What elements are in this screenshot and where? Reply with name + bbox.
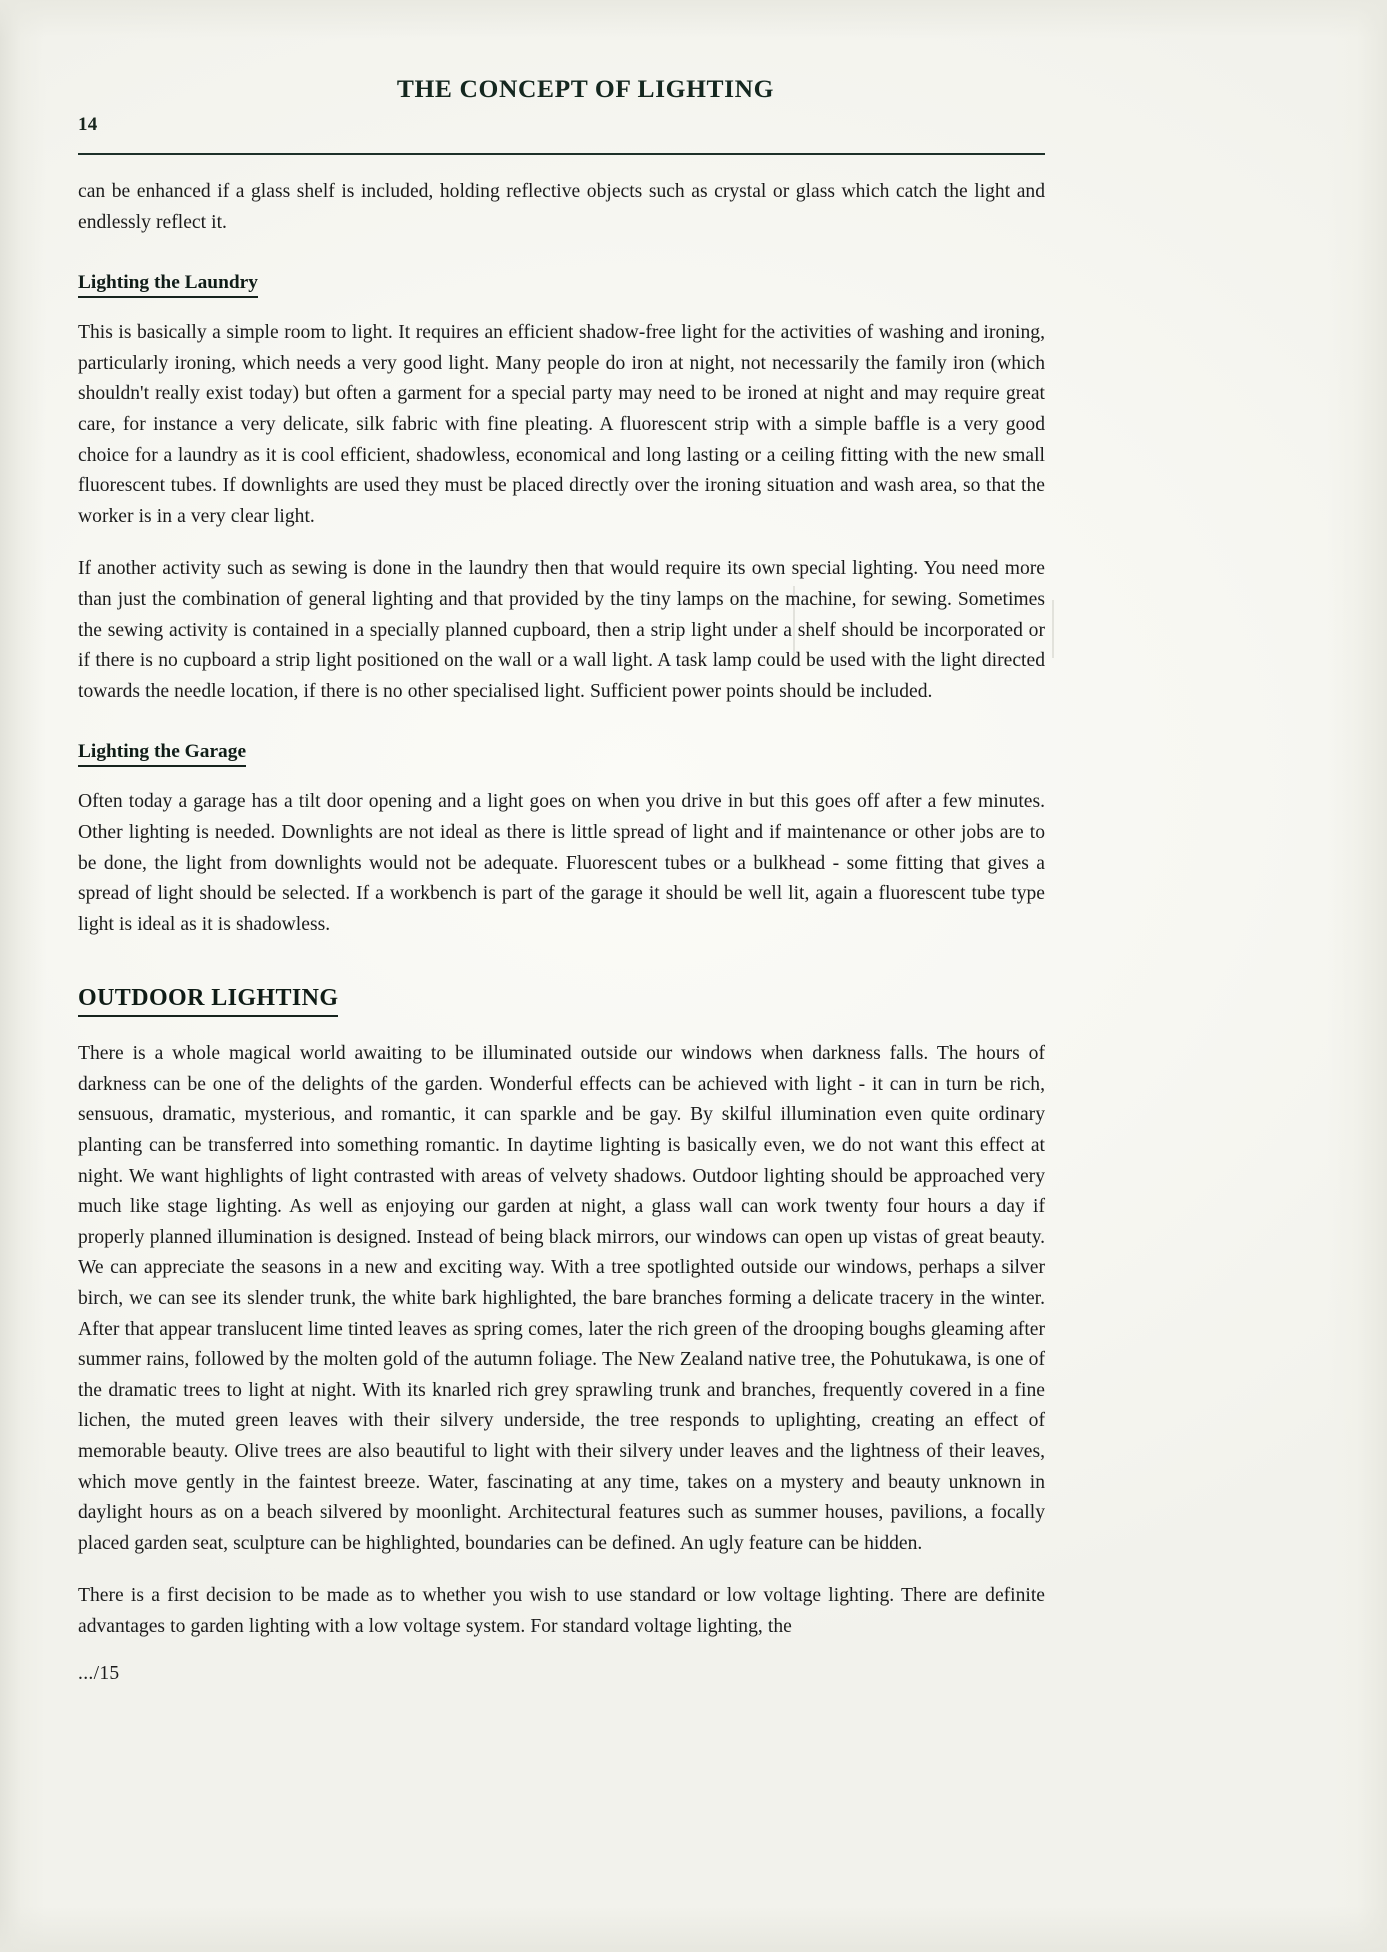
paragraph-laundry-1: This is basically a simple room to light. It requires an efficient shadow-free light for the activities of washing and ironing, particularly ironing, which needs a very good light. Many people do iron at night, not necessarily the family iron (which shouldn't really exist today) but often a garment for a special party may need to be ironed at night and may require great care, for instance a very delicate, silk fabric with fine pleating. A fluorescent strip with a simple baffle is a very good choice for a laundry as it is cool efficient, shadowless, economical and long lasting or a ceiling fitting with the new small fluorescent tubes. If downlights are used they must be placed directly over the ironing situation and wash area, so that the worker is in a very clear light. (78, 322, 1045, 527)
page-content (78, 74, 1045, 1685)
continuation-marker: .../15 (78, 1662, 120, 1684)
heading-outdoor-lighting-label: OUTDOOR LIGHTING (78, 985, 338, 1017)
heading-lighting-the-laundry-label: Lighting the Laundry (78, 272, 258, 298)
heading-lighting-the-laundry (78, 268, 1045, 298)
page-header (78, 74, 1045, 146)
running-head: THE CONCEPT OF LIGHTING (396, 74, 775, 103)
header-divider (78, 153, 1045, 155)
paragraph-laundry-2: If another activity such as sewing is done in the laundry then that would require its own special lighting. You need more than just the combination of general lighting and that provided by the tiny lamps on the machine, for sewing. Sometimes the sewing activity is contained in a specially planned cupboard, then a strip light under a shelf should be incorporated or if there is no cupboard a strip light positioned on the wall or a wall light. A task lamp could be used with the light directed towards the needle location, if there is no other specialised light. Sufficient power points should be included. (78, 558, 1045, 702)
heading-outdoor-lighting (78, 976, 1045, 1017)
scan-artifact (1052, 600, 1054, 658)
heading-spacer (78, 260, 1045, 268)
paragraph-outdoor-1: There is a whole magical world awaiting to be illuminated outside our windows when darkness falls. The hours of darkness can be one of the delights of the garden. Wonderful effects can be achieved with light - it can in turn be rich, sensuous, dramatic, mysterious, and romantic, it can sparkle and be gay. By skilful illumination even quite ordinary planting can be transferred into something romantic. In daytime lighting is basically even, we do not want this effect at night. We want highlights of light contrasted with areas of velvety shadows. Outdoor lighting should be approached very much like stage lighting. As well as enjoying our garden at night, a glass wall can work twenty four hours a day if properly planned illumination is designed. Instead of being black mirrors, our windows can open up vistas of great beauty. We can appreciate the seasons in a new and exciting way. With a tree spotlighted outside our windows, perhaps a silver birch, we can see its slender trunk, the white bark highlighted, the bare branches forming a delicate tracery in the winter. After that appear translucent lime tinted leaves as spring comes, later the rich green of the drooping boughs gleaming after summer rains, followed by the molten gold of the autumn foliage. The New Zealand native tree, the Pohutukawa, is one of the dramatic trees to light at night. With its knarled rich grey sprawling trunk and branches, frequently covered in a fine lichen, the muted green leaves with their silvery underside, the tree responds to uplighting, creating an effect of memorable beauty. Olive trees are also beautiful to light with their silvery under leaves and the lightness of their leaves, which move gently in the faintest breeze. Water, fascinating at any time, takes on a mystery and beauty unknown in daylight hours as on a beach silvered by moonlight. Architectural features such as summer houses, pavilions, a focally placed garden seat, sculpture can be highlighted, boundaries can be defined. An ugly feature can be hidden. (78, 1043, 1045, 1554)
paragraph-garage-1: Often today a garage has a tilt door opening and a light goes on when you drive in but this goes off after a few minutes. Other lighting is needed. Downlights are not ideal as there is little spread of light and if maintenance or other jobs are to be done, the light from downlights would not be adequate. Fluorescent tubes or a bulkhead - some fitting that gives a spread of light should be selected. If a workbench is part of the garage it should be well lit, again a fluorescent tube type light is ideal as it is shadowless. (78, 791, 1045, 935)
heading-lighting-the-garage (78, 737, 1045, 767)
body-text (78, 177, 1045, 1685)
page-number: 14 (78, 114, 98, 135)
section-spacer (78, 962, 1045, 976)
paragraph-outdoor-2: There is a first decision to be made as to whether you wish to use standard or low voltage lighting. There are definite advantages to garden lighting with a low voltage system. For standard voltage lighting, the (78, 1585, 1045, 1637)
scan-edge-left (0, 0, 46, 1952)
scan-edge-top (0, 0, 1387, 38)
heading-lighting-the-garage-label: Lighting the Garage (78, 741, 246, 767)
paragraph-continued: can be enhanced if a glass shelf is included, holding reflective objects such as crystal or glass which catch the light and endlessly reflect it. (78, 181, 1045, 233)
scan-edge-right (1327, 0, 1387, 1952)
scan-edge-bottom (0, 1906, 1387, 1952)
heading-spacer (78, 729, 1045, 737)
